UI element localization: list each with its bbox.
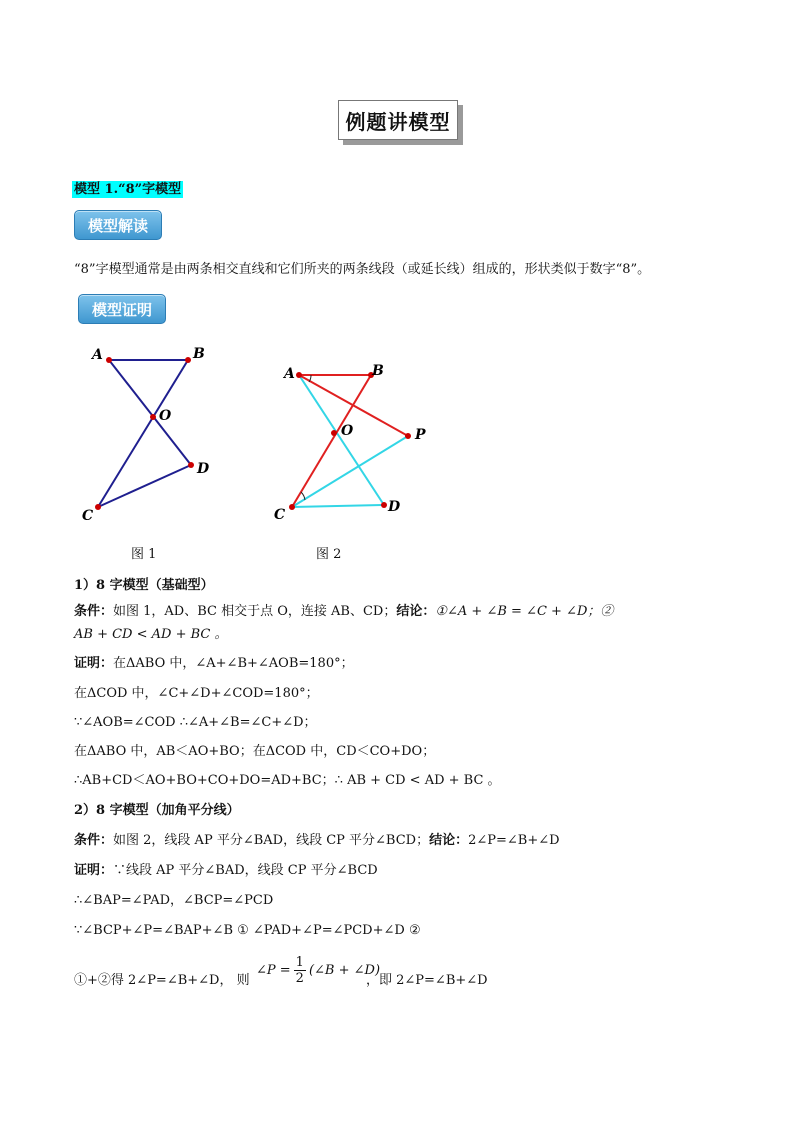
fig2-label-o: O — [341, 423, 354, 439]
fig2-segment-cd — [292, 505, 384, 507]
fig2-angle-mark-c — [301, 492, 305, 500]
fraction-rhs: (∠B + ∠D) — [308, 963, 381, 978]
fig1-point-o — [150, 414, 156, 420]
fig2-label-d: D — [388, 499, 401, 515]
section2-condition — [74, 832, 560, 849]
fig2-point-p — [405, 433, 411, 439]
section1-heading: 1）8 字模型（基础型） — [74, 578, 214, 593]
conclusion-text: 2∠P=∠B+∠D — [468, 833, 560, 848]
tag-model-interpretation: 模型解读 — [74, 210, 162, 240]
fig1-point-d — [188, 462, 194, 468]
fig1-label-d: D — [197, 461, 210, 477]
fraction-denominator: 2 — [295, 971, 304, 986]
fig1-point-b — [185, 357, 191, 363]
condition-label: 条件： — [74, 833, 114, 848]
section2-proof-1 — [74, 862, 378, 879]
fig1-point-a — [106, 357, 112, 363]
fig2-label-p: P — [415, 427, 426, 443]
section1-proof-3: ∵∠AOB=∠COD ∴∠A+∠B=∠C+∠D； — [74, 715, 317, 730]
fig2-point-a — [296, 372, 302, 378]
conclusion-label: 结论： — [396, 604, 436, 619]
fraction-expression — [256, 955, 380, 986]
fraction-half — [294, 955, 306, 986]
model-heading: 模型 1.“8”字模型 — [74, 182, 182, 197]
fig1-label-c: C — [82, 508, 94, 524]
section1-proof-5: ∴AB+CD＜AO+BO+CO+DO=AD+BC；∴ AB + CD < AD + BC 。 — [74, 773, 501, 788]
condition-text: 如图 1，AD、BC 相交于点 O，连接 AB、CD； — [113, 604, 397, 619]
fig2-segment-bc — [292, 375, 371, 507]
fig2-label-a: A — [284, 366, 295, 382]
figure-2-diagram — [270, 360, 440, 525]
section1-proof-1 — [74, 655, 354, 672]
tag-model-proof: 模型证明 — [78, 294, 166, 324]
figure-2-caption: 图 2 — [316, 547, 342, 562]
conclusion-text: ①∠A + ∠B = ∠C + ∠D；② — [435, 604, 614, 619]
fig2-point-c — [289, 504, 295, 510]
condition-text: 如图 2，线段 AP 平分∠BAD，线段 CP 平分∠BCD； — [113, 833, 430, 848]
section2-proof-3: ∵∠BCP+∠P=∠BAP+∠B ① ∠PAD+∠P=∠PCD+∠D ② — [74, 923, 421, 938]
section1-conclusion-2: AB + CD < AD + BC 。 — [74, 627, 228, 642]
condition-label: 条件： — [74, 604, 114, 619]
fig1-point-c — [95, 504, 101, 510]
fig2-label-c: C — [274, 507, 286, 523]
fig2-segment-ap — [299, 375, 408, 436]
fig2-point-o — [331, 430, 337, 436]
fig2-label-b: B — [372, 363, 384, 379]
fig1-label-o: O — [159, 408, 172, 424]
section1-proof-4: 在ΔABO 中，AB＜AO+BO；在ΔCOD 中，CD＜CO+DO； — [74, 744, 436, 759]
section2-proof-4a: ①+②得 2∠P=∠B+∠D， 则 — [74, 973, 250, 988]
proof-text: 在ΔABO 中，∠A+∠B+∠AOB=180°； — [113, 656, 354, 671]
section2-proof-4b: ，即 2∠P=∠B+∠D — [366, 973, 488, 988]
section1-condition — [74, 603, 613, 620]
figure-1-caption: 图 1 — [131, 547, 157, 562]
fig2-segment-cp — [292, 436, 408, 507]
interpretation-text: “8”字模型通常是由两条相交直线和它们所夹的两条线段（或延长线）组成的，形状类似于数字“8”。 — [74, 262, 651, 277]
proof-label: 证明： — [74, 656, 114, 671]
fig2-segment-ad — [299, 375, 384, 505]
fig1-segment-bc — [98, 360, 188, 507]
fig2-point-d — [381, 502, 387, 508]
fraction-numerator: 1 — [295, 955, 304, 970]
figure-1-diagram — [80, 340, 230, 525]
page-title: 例题讲模型 — [338, 100, 458, 140]
fig1-label-b: B — [193, 346, 205, 362]
section1-proof-2: 在ΔCOD 中，∠C+∠D+∠COD=180°； — [74, 686, 319, 701]
proof-label: 证明： — [74, 863, 114, 878]
conclusion-label: 结论： — [429, 833, 469, 848]
section2-heading: 2）8 字模型（加角平分线） — [74, 803, 240, 818]
proof-text: ∵线段 AP 平分∠BAD，线段 CP 平分∠BCD — [113, 863, 378, 878]
section2-proof-2: ∴∠BAP=∠PAD，∠BCP=∠PCD — [74, 893, 274, 908]
fraction-lhs: ∠P = — [256, 963, 291, 978]
fig1-label-a: A — [92, 347, 103, 363]
